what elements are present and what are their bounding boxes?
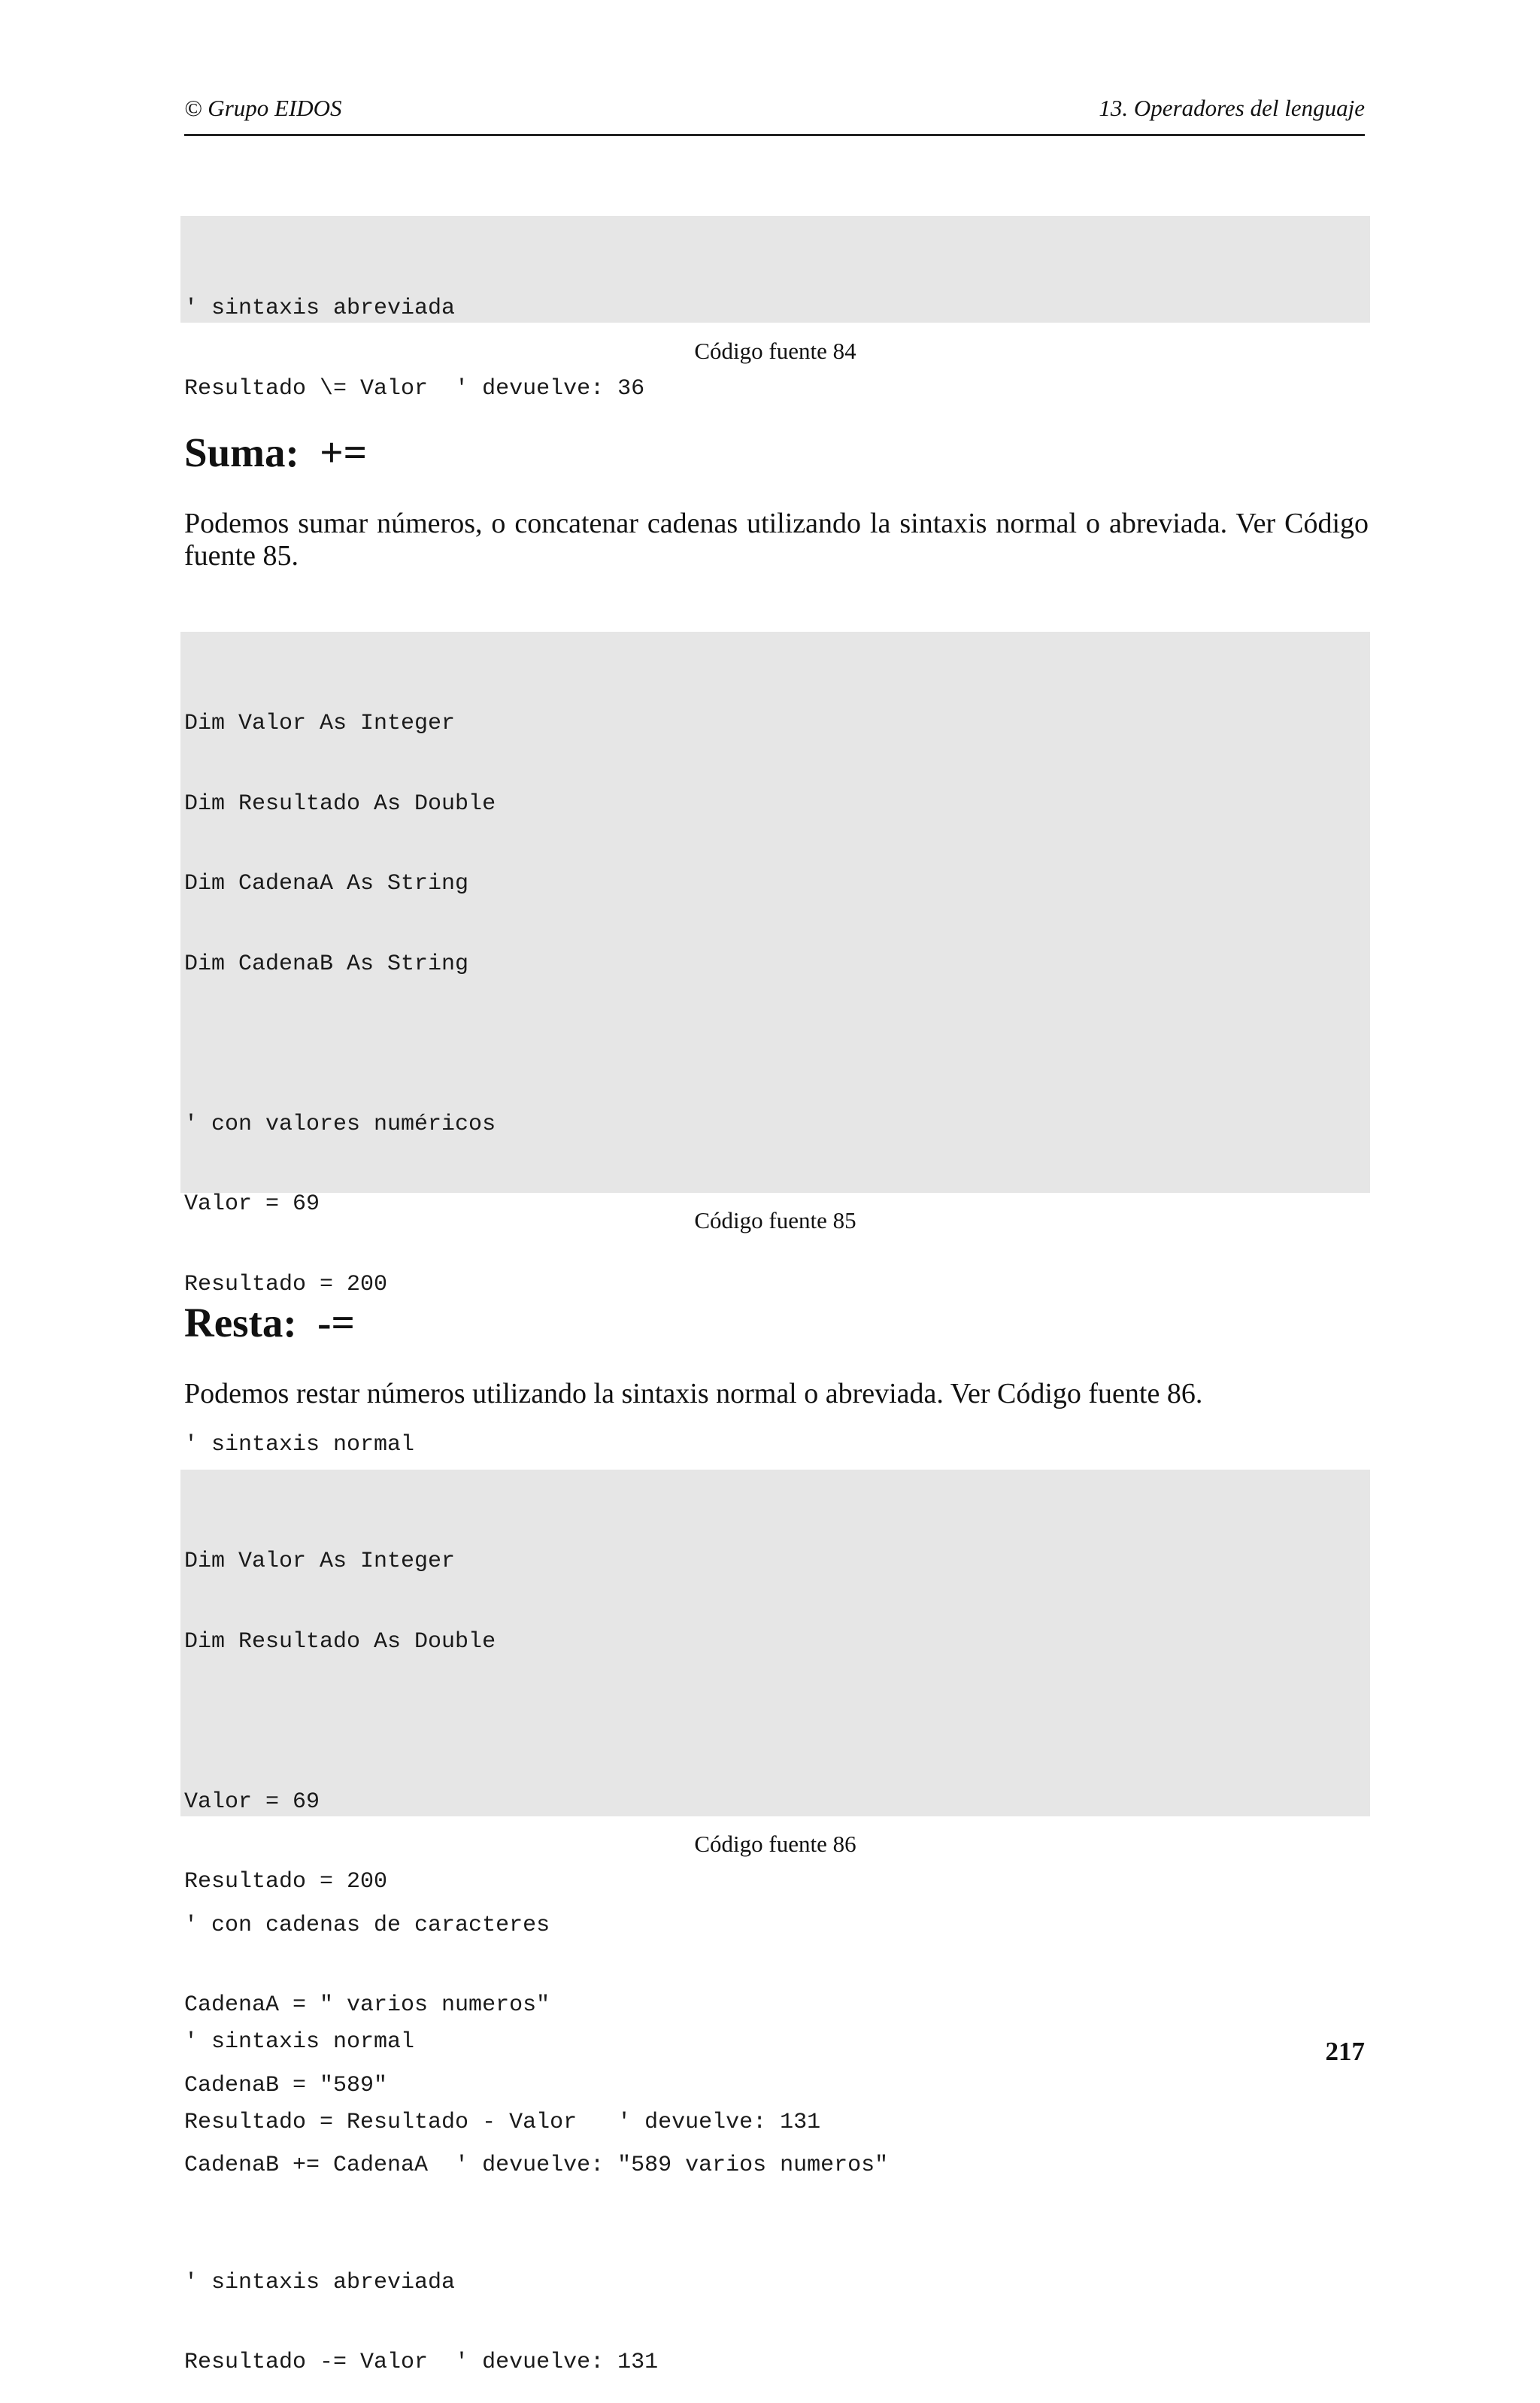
code-caption-84: Código fuente 84 bbox=[694, 338, 856, 364]
code-line: CadenaB += CadenaA ' devuelve: "589 varios numeros" bbox=[184, 2153, 889, 2178]
code-line: Resultado = 200 bbox=[184, 1869, 388, 1895]
code-line: CadenaA = " varios numeros" bbox=[184, 1992, 550, 2018]
code-line: Resultado \= Valor ' devuelve: 36 bbox=[184, 375, 645, 402]
page-number: 217 bbox=[1325, 2037, 1365, 2066]
code-line bbox=[184, 1352, 1370, 1379]
code-line: Valor = 69 bbox=[184, 1789, 320, 1815]
code-line bbox=[184, 2189, 1370, 2216]
code-line: Dim CadenaB As String bbox=[184, 951, 469, 977]
code-line bbox=[184, 1949, 1370, 1977]
code-line bbox=[184, 1031, 1370, 1058]
code-line: Valor = 69 bbox=[184, 1191, 320, 1217]
code-line: ' con valores numéricos bbox=[184, 1111, 496, 1137]
code-line: ' sintaxis normal bbox=[184, 2029, 415, 2055]
code-line: Dim Valor As Integer bbox=[184, 711, 456, 736]
code-line: Dim Resultado As Double bbox=[184, 1628, 496, 1655]
code-line: Resultado = 200 bbox=[184, 1271, 388, 1297]
page-header bbox=[184, 89, 1365, 136]
code-line: CadenaB = "589" bbox=[184, 2072, 388, 2098]
code-line: Resultado -= Valor ' devuelve: 131 bbox=[184, 2350, 659, 2375]
section-paragraph-suma: Podemos sumar números, o concatenar cadenas utilizando la sintaxis normal o abreviada. Ver Código fuente 85. bbox=[184, 508, 1369, 572]
code-line: ' sintaxis abreviada bbox=[184, 296, 456, 321]
section-heading-resta: Resta: -= bbox=[184, 1300, 355, 1346]
code-line: Resultado = Resultado - Valor ' devuelve: 131 bbox=[184, 2109, 821, 2135]
code-line: Dim Valor As Integer bbox=[184, 1549, 456, 1574]
code-line bbox=[184, 1709, 1370, 1736]
code-caption-85: Código fuente 85 bbox=[694, 1207, 856, 1233]
header-publisher: © Grupo EIDOS bbox=[184, 95, 342, 121]
section-paragraph-resta: Podemos restar números utilizando la sintaxis normal o abreviada. Ver Código fuente 86. bbox=[184, 1378, 1203, 1409]
section-heading-suma: Suma: += bbox=[184, 429, 367, 475]
code-line: Dim Resultado As Double bbox=[184, 790, 496, 817]
code-line: ' con cadenas de caracteres bbox=[184, 1912, 550, 1938]
code-caption-86: Código fuente 86 bbox=[694, 1831, 856, 1857]
code-line: Dim CadenaA As String bbox=[184, 871, 469, 897]
code-line: ' sintaxis normal bbox=[184, 1431, 415, 1458]
header-chapter-title: 13. Operadores del lenguaje bbox=[1099, 95, 1365, 121]
code-line: ' sintaxis abreviada bbox=[184, 2269, 456, 2295]
